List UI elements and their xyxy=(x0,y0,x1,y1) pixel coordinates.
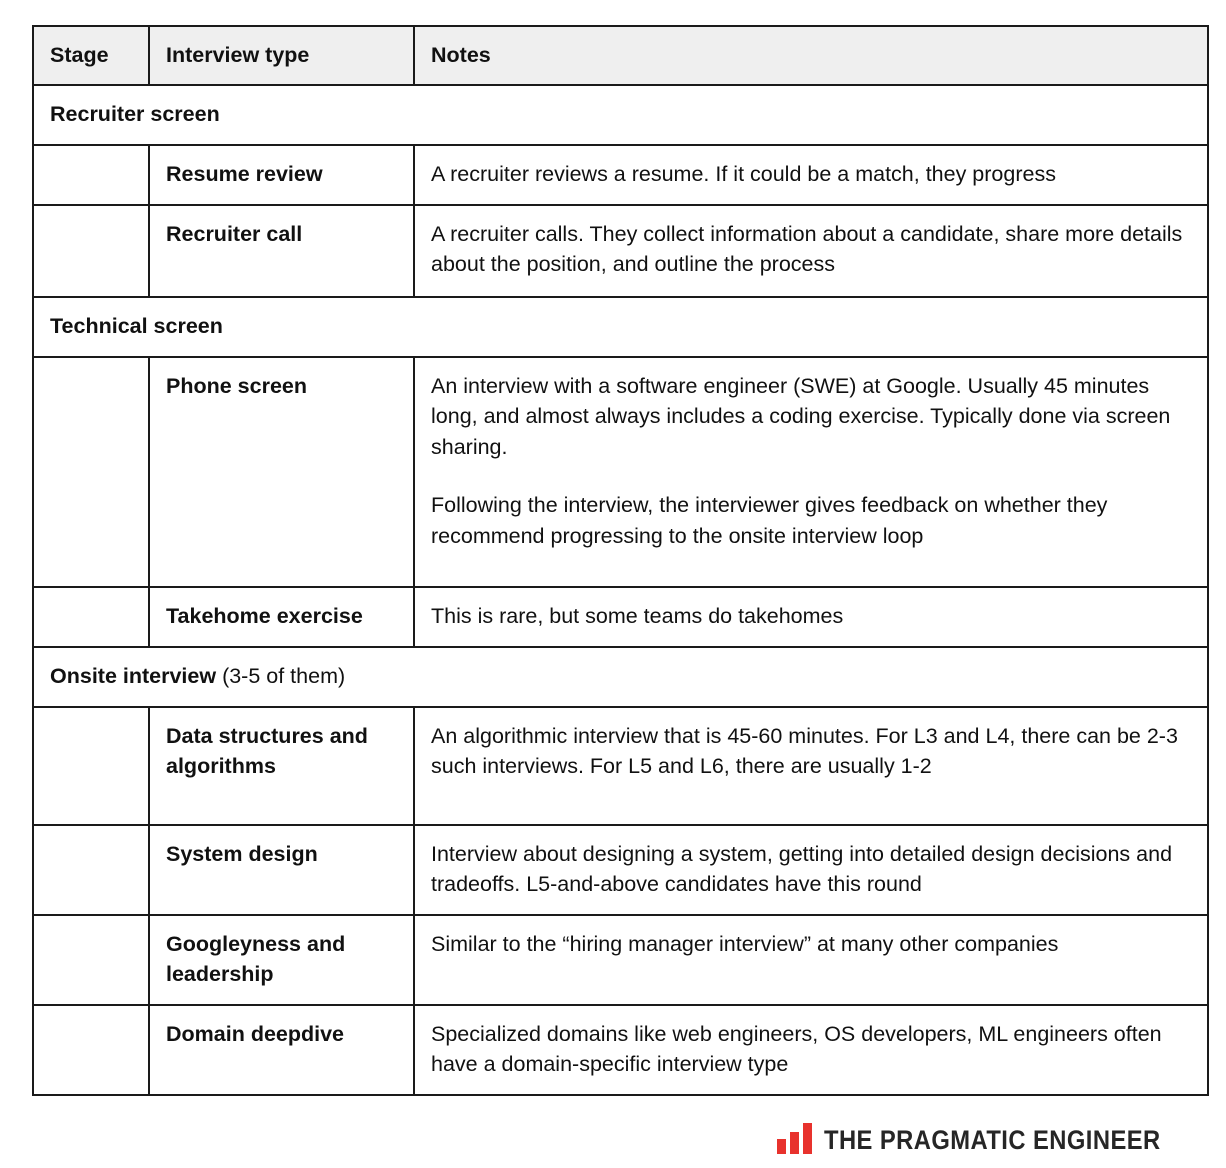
interview-type-domain-deepdive: Domain deepdive xyxy=(149,1005,414,1095)
table-row xyxy=(33,647,1208,707)
stage-suffix: (3-5 of them) xyxy=(216,663,346,688)
notes-paragraph: A recruiter reviews a resume. If it could be a match, they progress xyxy=(431,161,1056,186)
table-row xyxy=(33,1005,1208,1095)
stage-cell-empty xyxy=(33,145,149,205)
notes-paragraph: Interview about designing a system, getting into detailed design decisions and tradeoffs. L5-and-above candidates have this round xyxy=(431,841,1173,897)
table-row xyxy=(33,915,1208,1005)
table-header xyxy=(33,26,1208,85)
notes-recruiter-call xyxy=(414,205,1208,297)
interview-type-recruiter-call: Recruiter call xyxy=(149,205,414,297)
notes-paragraph: Specialized domains like web engineers, OS developers, ML engineers often have a domain-specific interview type xyxy=(431,1021,1162,1077)
table-row xyxy=(33,357,1208,587)
stage-group-onsite-interview xyxy=(33,647,1208,707)
notes-googleyness-and-leadership xyxy=(414,915,1208,1005)
table-row xyxy=(33,825,1208,915)
column-header-notes: Notes xyxy=(414,26,1208,85)
stage-cell-empty xyxy=(33,357,149,587)
notes-domain-deepdive xyxy=(414,1005,1208,1095)
bar-icon-medium xyxy=(790,1132,799,1154)
stage-group-recruiter-screen xyxy=(33,85,1208,145)
table-row xyxy=(33,707,1208,825)
stage-cell-empty xyxy=(33,707,149,825)
table-row xyxy=(33,85,1208,145)
column-header-interview-type: Interview type xyxy=(149,26,414,85)
table-header-row xyxy=(33,26,1208,85)
bar-chart-icon xyxy=(777,1124,812,1154)
stage-cell-empty xyxy=(33,1005,149,1095)
table-row xyxy=(33,145,1208,205)
stage-title: Technical screen xyxy=(50,313,223,338)
stage-title: Onsite interview xyxy=(50,663,217,688)
notes-paragraph: This is rare, but some teams do takehomes xyxy=(431,603,844,628)
table-row xyxy=(33,205,1208,297)
stage-cell-empty xyxy=(33,915,149,1005)
interview-type-data-structures-and-algorithms: Data structures and algorithms xyxy=(149,707,414,825)
logo-wordmark: THE PRAGMATIC ENGINEER xyxy=(824,1125,1162,1155)
pragmatic-engineer-logo xyxy=(777,1124,1207,1154)
notes-paragraph: An algorithmic interview that is 45-60 minutes. For L3 and L4, there can be 2-3 such interviews. For L5 and L6, there are usually 1-2 xyxy=(431,723,1178,779)
notes-resume-review xyxy=(414,145,1208,205)
notes-paragraph: A recruiter calls. They collect information about a candidate, share more details about the position, and outline the process xyxy=(431,221,1183,277)
table-body xyxy=(33,85,1208,1095)
interview-process-table xyxy=(32,25,1209,1096)
interview-type-resume-review: Resume review xyxy=(149,145,414,205)
notes-data-structures-and-algorithms xyxy=(414,707,1208,825)
stage-cell-empty xyxy=(33,587,149,647)
stage-title: Recruiter screen xyxy=(50,101,220,126)
notes-paragraph: An interview with a software engineer (SWE) at Google. Usually 45 minutes long, and almost always includes a coding exercise. Typically done via screen sharing. xyxy=(431,373,1171,459)
interview-type-system-design: System design xyxy=(149,825,414,915)
stage-cell-empty xyxy=(33,205,149,297)
notes-paragraph: Following the interview, the interviewer gives feedback on whether they recommend progressing to the onsite interview loop xyxy=(431,493,1108,548)
interview-type-phone-screen: Phone screen xyxy=(149,357,414,587)
notes-takehome-exercise xyxy=(414,587,1208,647)
table-row xyxy=(33,297,1208,357)
stage-group-technical-screen xyxy=(33,297,1208,357)
notes-paragraph: Similar to the “hiring manager interview” at many other companies xyxy=(431,931,1059,956)
bar-icon-large xyxy=(803,1123,812,1154)
bar-icon-small xyxy=(777,1139,786,1154)
interview-type-takehome-exercise: Takehome exercise xyxy=(149,587,414,647)
interview-type-googleyness-and-leadership: Googleyness and leadership xyxy=(149,915,414,1005)
notes-system-design xyxy=(414,825,1208,915)
column-header-stage: Stage xyxy=(33,26,149,85)
notes-phone-screen xyxy=(414,357,1208,587)
table-row xyxy=(33,587,1208,647)
stage-cell-empty xyxy=(33,825,149,915)
